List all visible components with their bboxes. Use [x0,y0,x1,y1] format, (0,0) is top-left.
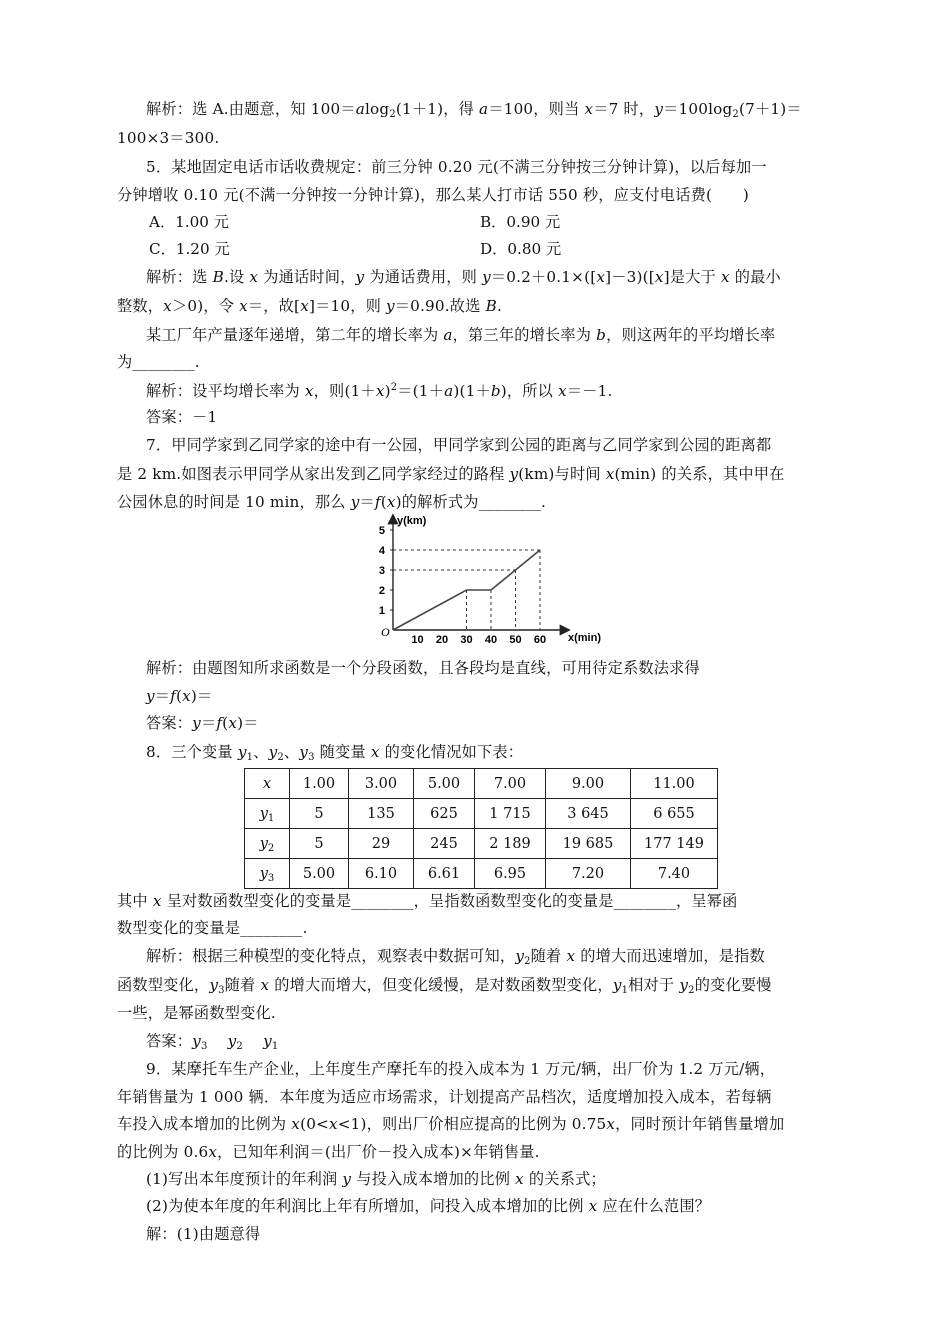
series-line [393,550,540,630]
q6-line2: 为________. [117,353,200,371]
y-axis-label: y(km) [397,515,427,527]
table-cell: 3 645 [546,799,631,829]
table-row [245,829,718,859]
q7-line1: 7．甲同学家到乙同学家的途中有一公园，甲同学家到公园的距离与乙同学家到公园的距离都 [146,436,772,454]
x-tick-label: 10 [411,634,424,646]
sol4-line1: 解析：选 A.由题意，知 100＝alog$_2$(1＋1)，得 a＝100，则当 x＝7 时，$y=100\log_2(7+1)=$ [146,100,802,120]
table-cell: 177 149 [631,829,718,859]
q9-part2: (2)为使本年度的年利润比上年有所增加，问投入成本增加的比例 x 应在什么范围？ [146,1197,711,1215]
q9-part1: (1)写出本年度预计的年利润 y 与投入成本增加的比例 x 的关系式； [146,1170,606,1188]
q7-line3: 公园休息的时间是 10 min，那么 y＝f(x)的解析式为________. [117,493,547,511]
q5-option-d: D．0.80 元 [480,240,562,258]
table-cell: 245 [414,829,475,859]
q9-sol: 解：(1)由题意得 [146,1225,261,1243]
table-cell: 5 [290,829,349,859]
table-cell: 6.61 [414,859,475,889]
q8-sol3: 一些，是幂函数型变化. [117,1004,276,1022]
y-tick-label: 5 [378,525,385,537]
table-cell: 6 655 [631,799,718,829]
q7-answer: 答案：y＝f(x)＝ [146,714,259,732]
q5-line1: 5．某地固定电话市话收费规定：前三分钟 0.20 元(不满三分钟按三分钟计算)，以后每加一 [146,158,767,176]
table-header-row [245,769,718,799]
table-cell: $y_3$ [245,859,290,889]
q5-sol-line2: 整数，x＞0)，令 x＝，故[x]＝10，则 y＝0.90.故选 B. [117,297,503,315]
table-cell: 2 189 [475,829,546,859]
x-tick-label: 30 [460,634,473,646]
q5-option-b: B．0.90 元 [480,213,561,231]
q9-line1: 9．某摩托车生产企业，上年度生产摩托车的投入成本为 1 万元/辆，出厂价为 1.2 万元/辆， [146,1060,776,1078]
q7-sol-line1: 解析：由题图知所求函数是一个分段函数，且各段均是直线，可用待定系数法求得 [146,659,700,677]
table-cell: 7.40 [631,859,718,889]
table-cell: 135 [349,799,414,829]
q5-line2: 分钟增收 0.10 元(不满一分钟按一分钟计算)，那么某人打市话 550 秒，应支付电话费( ) [117,186,749,204]
q6-sol: 解析：设平均增长率为 x，则$(1+x)^2=(1+a)(1+b)$，所以 x＝－1. [146,382,613,400]
q5-sol-line1: 解析：选 B.设 x 为通话时间，y 为通话费用，则 y＝0.2＋0.1×([x]－3)([x]是大于 x 的最小 [146,268,781,286]
y-tick-label: 1 [378,605,385,617]
q9-line4: 的比例为 0.6x，已知年利润＝(出厂价－投入成本)×年销售量. [117,1143,540,1161]
table-cell: 5.00 [414,769,475,799]
q8-answer: 答案：$y_3$ $y_2$ $y_1$ [146,1032,279,1052]
sol4-line2: 100×3＝300. [117,129,220,147]
table-cell: $y_1$ [245,799,290,829]
q8-sol1: 解析：根据三种模型的变化特点，观察表中数据可知，$y_2$随着 x 的增大而迅速增加，是指数 [146,947,765,967]
table-row [245,859,718,889]
table-cell: 1 715 [475,799,546,829]
y-tick-label: 2 [378,585,385,597]
axis-ticks [379,525,546,646]
table-cell: 19 685 [546,829,631,859]
q8-after1: 其中 x 呈对数函数型变化的变量是________，呈指数函数型变化的变量是________，呈幂函 [117,892,738,910]
table-cell: 29 [349,829,414,859]
table-cell: x [245,769,290,799]
table-cell: 7.00 [475,769,546,799]
table-cell: 7.20 [546,859,631,889]
table-cell: 625 [414,799,475,829]
table-cell: $y_2$ [245,829,290,859]
variables-table [244,768,718,889]
x-tick-label: 40 [484,634,498,646]
origin-label: O [381,625,390,639]
x-tick-label: 50 [509,634,522,646]
q9-line2: 年销售量为 1 000 辆．本年度为适应市场需求，计划提高产品档次，适度增加投入成本，若每辆 [117,1088,772,1106]
table-cell: 3.00 [349,769,414,799]
q7-line2: 是 2 km.如图表示甲同学从家出发到乙同学家经过的路程 y(km)与时间 x(min) 的关系，其中甲在 [117,465,785,483]
table-row [245,799,718,829]
table-cell: 5.00 [290,859,349,889]
table-cell: 11.00 [631,769,718,799]
y-tick-label: 3 [378,565,385,577]
table-cell: 1.00 [290,769,349,799]
y-tick-label: 4 [378,545,385,557]
q7-sol-line2: y＝f(x)＝ [146,687,213,705]
table-cell: 5 [290,799,349,829]
q6-line1: 某工厂年产量逐年递增，第二年的增长率为 a，第三年的增长率为 b，则这两年的平均增长率 [146,326,776,344]
q5-option-c: C．1.20 元 [149,240,230,258]
table-cell: 6.10 [349,859,414,889]
q8-sol2: 函数型变化，$y_3$随着 x 的增大而增大，但变化缓慢，是对数函数型变化，$y_1$相对于 $y_2$的变化要慢 [117,976,772,996]
x-axis-label: x(min) [568,632,601,644]
q9-line3: 车投入成本增加的比例为 x(0<x<1)，则出厂价相应提高的比例为 0.75x，同时预计年销售量增加 [117,1115,785,1133]
q8-intro: 8．三个变量 $y_1$、$y_2$、$y_3$ 随变量 x 的变化情况如下表： [146,743,524,763]
q5-option-a: A．1.00 元 [149,213,229,231]
x-tick-label: 60 [533,634,547,646]
table-cell: 6.95 [475,859,546,889]
q6-answer: 答案：－1 [146,408,218,426]
x-tick-label: 20 [435,634,449,646]
table-cell: 9.00 [546,769,631,799]
distance-time-graph [356,510,616,650]
q8-after2: 数型变化的变量是________. [117,919,308,937]
